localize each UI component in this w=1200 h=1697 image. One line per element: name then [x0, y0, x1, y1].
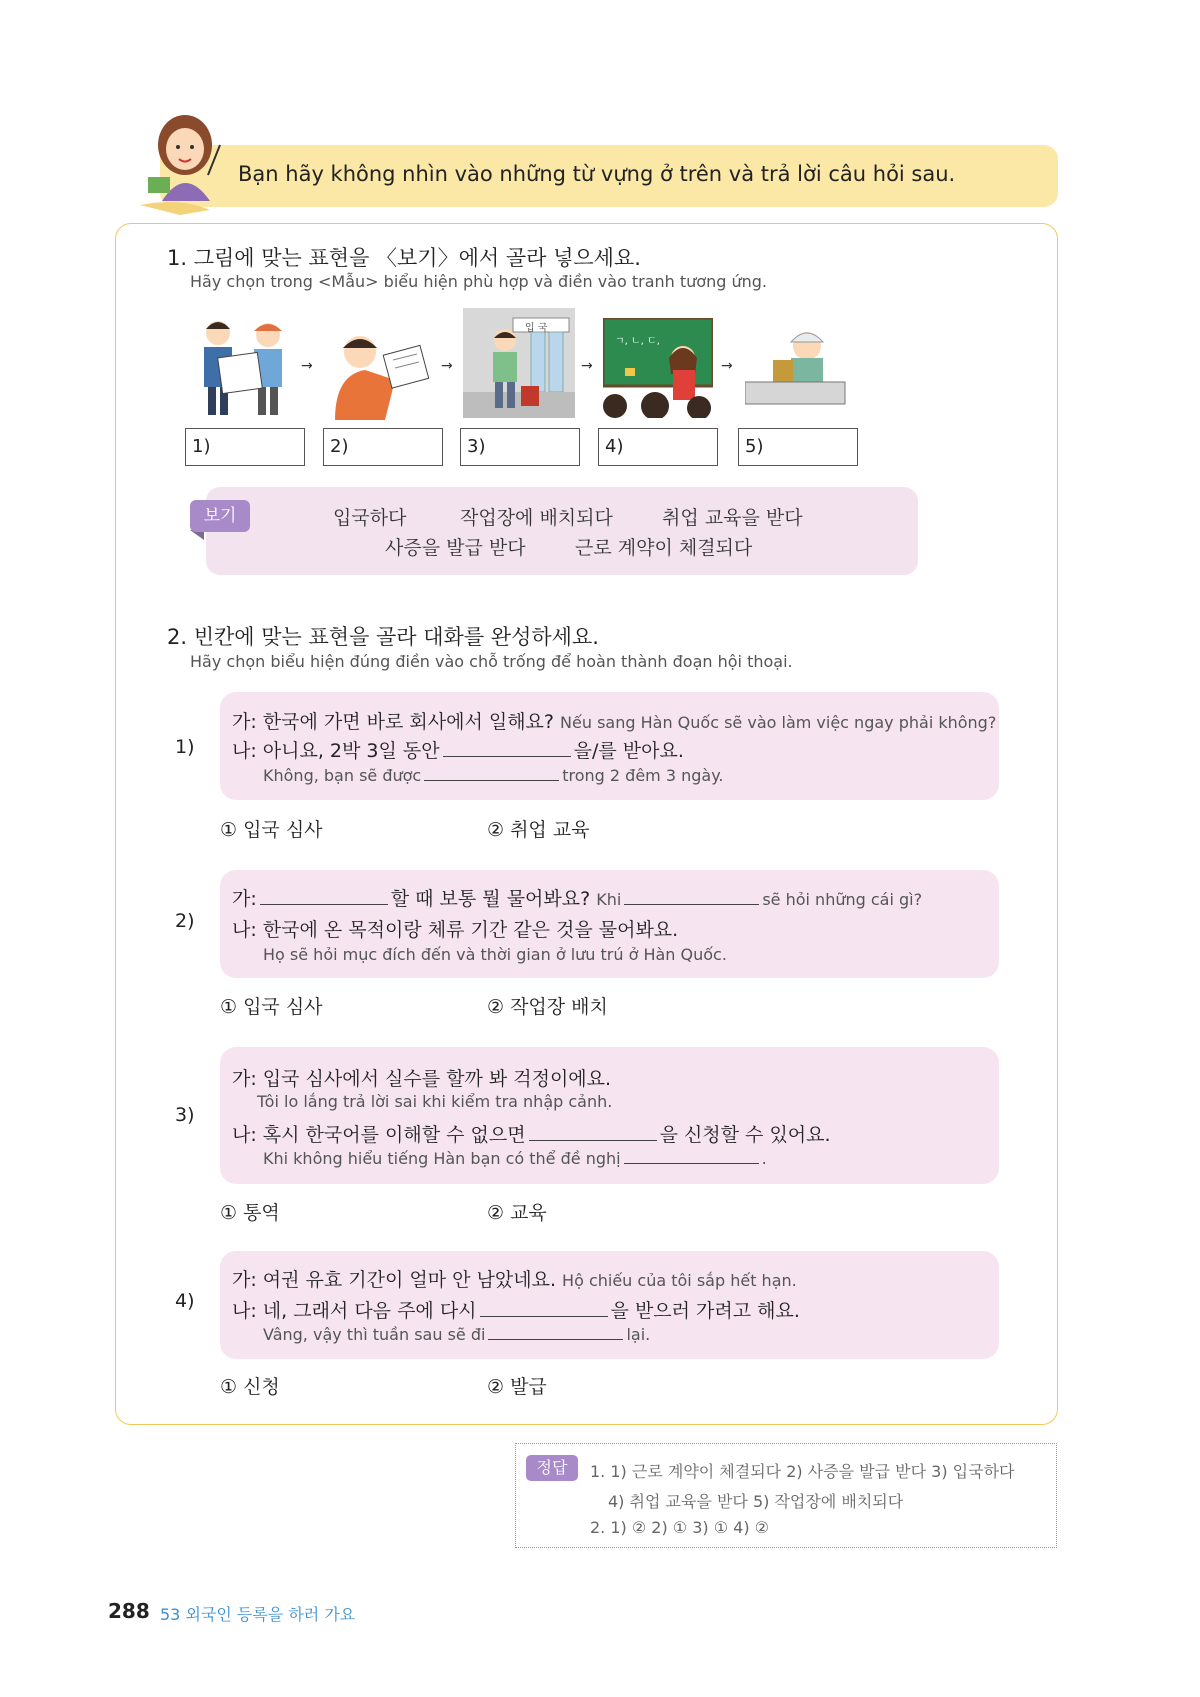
q2-subtitle: Hãy chọn biểu hiện đúng điền vào chỗ trống để hoàn thành đoạn hội thoại. — [190, 652, 793, 671]
dialogue-ga-line — [232, 1265, 797, 1292]
dialogue-ga-korean-part2: 할 때 보통 뭘 물어봐요? — [390, 888, 591, 910]
word-bank-item: 작업장에 배치되다 — [460, 507, 613, 529]
answer-box-label: 2) — [330, 436, 349, 457]
option-1[interactable]: ① 신청 — [220, 1376, 280, 1398]
q1-subtitle: Hãy chọn trong <Mẫu> biểu hiện phù hợp và điền vào tranh tương ứng. — [190, 272, 767, 291]
word-bank-item: 사증을 발급 받다 — [385, 537, 526, 559]
blackboard-text: ㄱ, ㄴ, ㄷ, — [615, 336, 660, 347]
arrow-icon: → — [721, 358, 733, 374]
translation-line — [263, 766, 723, 785]
entry-sign-text: 입 국 — [525, 323, 548, 334]
arrival-airport-picture — [463, 308, 575, 418]
dialogue-na-line — [232, 736, 684, 763]
dialogue-na-korean-part1: 나: 네, 그래서 다음 주에 다시 — [232, 1300, 477, 1322]
chapter-title: 53 외국인 등록을 하러 가요 — [160, 1605, 356, 1624]
blank-field[interactable] — [443, 755, 571, 757]
option-1[interactable]: ① 입국 심사 — [220, 996, 323, 1018]
translation-part2: . — [761, 1149, 767, 1168]
translation-part1: Không, bạn sẽ được — [263, 766, 422, 785]
dialogue-na-korean-part2: 을 받으러 가려고 해요. — [610, 1300, 800, 1322]
item-number: 4) — [175, 1290, 195, 1312]
visa-document-picture — [325, 330, 435, 420]
page-number: 288 — [108, 1599, 150, 1623]
item-number: 2) — [175, 910, 195, 932]
answer-box-5[interactable] — [738, 428, 858, 466]
workplace-assignment-picture — [745, 318, 855, 413]
answer-box-label: 3) — [467, 436, 486, 457]
translation-part2: lại. — [626, 1325, 651, 1344]
answer-box-label: 1) — [192, 436, 211, 457]
arrow-icon: → — [441, 358, 453, 374]
blank-field[interactable] — [624, 1162, 759, 1164]
dialogue-ga-korean: 가: 한국에 가면 바로 회사에서 일해요? — [232, 711, 554, 733]
dialogue-ga-line — [232, 707, 996, 734]
dialogue-ga-vietnamese: Hộ chiếu của tôi sắp hết hạn. — [562, 1271, 797, 1290]
translation-part1: Vâng, vậy thì tuần sau sẽ đi — [263, 1325, 486, 1344]
word-bank-item: 근로 계약이 체결되다 — [575, 537, 753, 559]
item-number: 1) — [175, 736, 195, 758]
answer-box-label: 5) — [745, 436, 764, 457]
translation-part1: Khi không hiểu tiếng Hàn bạn có thể đề nghị — [263, 1149, 621, 1168]
dialogue-na-line — [232, 1120, 831, 1147]
dialogue-ga-korean-part1: 가: — [232, 888, 257, 910]
word-bank-item: 취업 교육을 받다 — [662, 507, 803, 529]
dialogue-ga-vietnamese: Nếu sang Hàn Quốc sẽ vào làm việc ngay phải không? — [560, 713, 997, 732]
dialogue-na-korean-part1: 나: 아니요, 2박 3일 동안 — [232, 740, 440, 762]
dialogue-na-korean-part2: 을 신청할 수 있어요. — [659, 1124, 831, 1146]
q2-title: 2. 빈칸에 맞는 표현을 골라 대화를 완성하세요. — [167, 625, 599, 649]
translation-line: Họ sẽ hỏi mục đích đến và thời gian ở lưu trú ở Hàn Quốc. — [263, 945, 727, 964]
translation-part2: trong 2 đêm 3 ngày. — [562, 766, 724, 785]
dialogue-ga-vietnamese-part1: Khi — [596, 890, 622, 909]
teacher-mascot-illustration — [140, 105, 240, 215]
arrow-icon: → — [301, 358, 313, 374]
option-2[interactable]: ② 작업장 배치 — [487, 996, 608, 1018]
answer-box-4[interactable] — [598, 428, 718, 466]
blank-field[interactable] — [529, 1139, 657, 1141]
answer-box-1[interactable] — [185, 428, 305, 466]
answer-box-2[interactable] — [323, 428, 443, 466]
dialogue-ga-line — [232, 884, 922, 911]
option-1[interactable]: ① 입국 심사 — [220, 819, 323, 841]
dialogue-ga-korean: 가: 입국 심사에서 실수를 할까 봐 걱정이에요. — [232, 1068, 612, 1090]
blank-field[interactable] — [480, 1315, 608, 1317]
dialogue-na-korean-part2: 을/를 받아요. — [573, 740, 684, 762]
word-bank-label: 보기 — [190, 500, 250, 532]
blank-field[interactable] — [488, 1338, 623, 1340]
word-bank-box — [206, 487, 918, 575]
dialogue-ga-vietnamese: Tôi lo lắng trả lời sai khi kiểm tra nhập cảnh. — [257, 1092, 613, 1111]
option-1[interactable]: ① 통역 — [220, 1202, 280, 1224]
translation-line — [263, 1325, 650, 1344]
dialogue-ga-vietnamese-part2: sẽ hỏi những cái gì? — [762, 890, 923, 909]
translation-line — [263, 1149, 767, 1168]
answer-key-line: 2. 1) ② 2) ① 3) ① 4) ② — [590, 1518, 770, 1537]
answer-key-line: 4) 취업 교육을 받다 5) 작업장에 배치되다 — [608, 1492, 904, 1511]
answer-box-label: 4) — [605, 436, 624, 457]
dialogue-na-korean-part1: 나: 혹시 한국어를 이해할 수 없으면 — [232, 1124, 526, 1146]
contract-signing-picture — [190, 315, 295, 420]
dialogue-na-line — [232, 1296, 800, 1323]
blank-field[interactable] — [424, 779, 559, 781]
banner-text: Bạn hãy không nhìn vào những từ vựng ở trên và trả lời câu hỏi sau. — [238, 162, 956, 186]
answer-box-3[interactable] — [460, 428, 580, 466]
dialogue-ga-korean: 가: 여권 유효 기간이 얼마 안 남았네요. — [232, 1269, 556, 1291]
option-2[interactable]: ② 교육 — [487, 1202, 547, 1224]
option-2[interactable]: ② 발급 — [487, 1376, 547, 1398]
q1-title: 1. 그림에 맞는 표현을 〈보기〉에서 골라 넣으세요. — [167, 246, 641, 270]
dialogue-na-korean: 나: 한국에 온 목적이랑 체류 기간 같은 것을 물어봐요. — [232, 919, 679, 941]
arrow-icon: → — [581, 358, 593, 374]
option-2[interactable]: ② 취업 교육 — [487, 819, 590, 841]
answer-key-line: 1. 1) 근로 계약이 체결되다 2) 사증을 발급 받다 3) 입국하다 — [590, 1462, 1015, 1481]
blank-field[interactable] — [260, 903, 388, 905]
word-bank-item: 입국하다 — [333, 507, 407, 529]
blank-field[interactable] — [624, 903, 759, 905]
item-number: 3) — [175, 1104, 195, 1126]
answer-key-label: 정답 — [526, 1455, 578, 1481]
